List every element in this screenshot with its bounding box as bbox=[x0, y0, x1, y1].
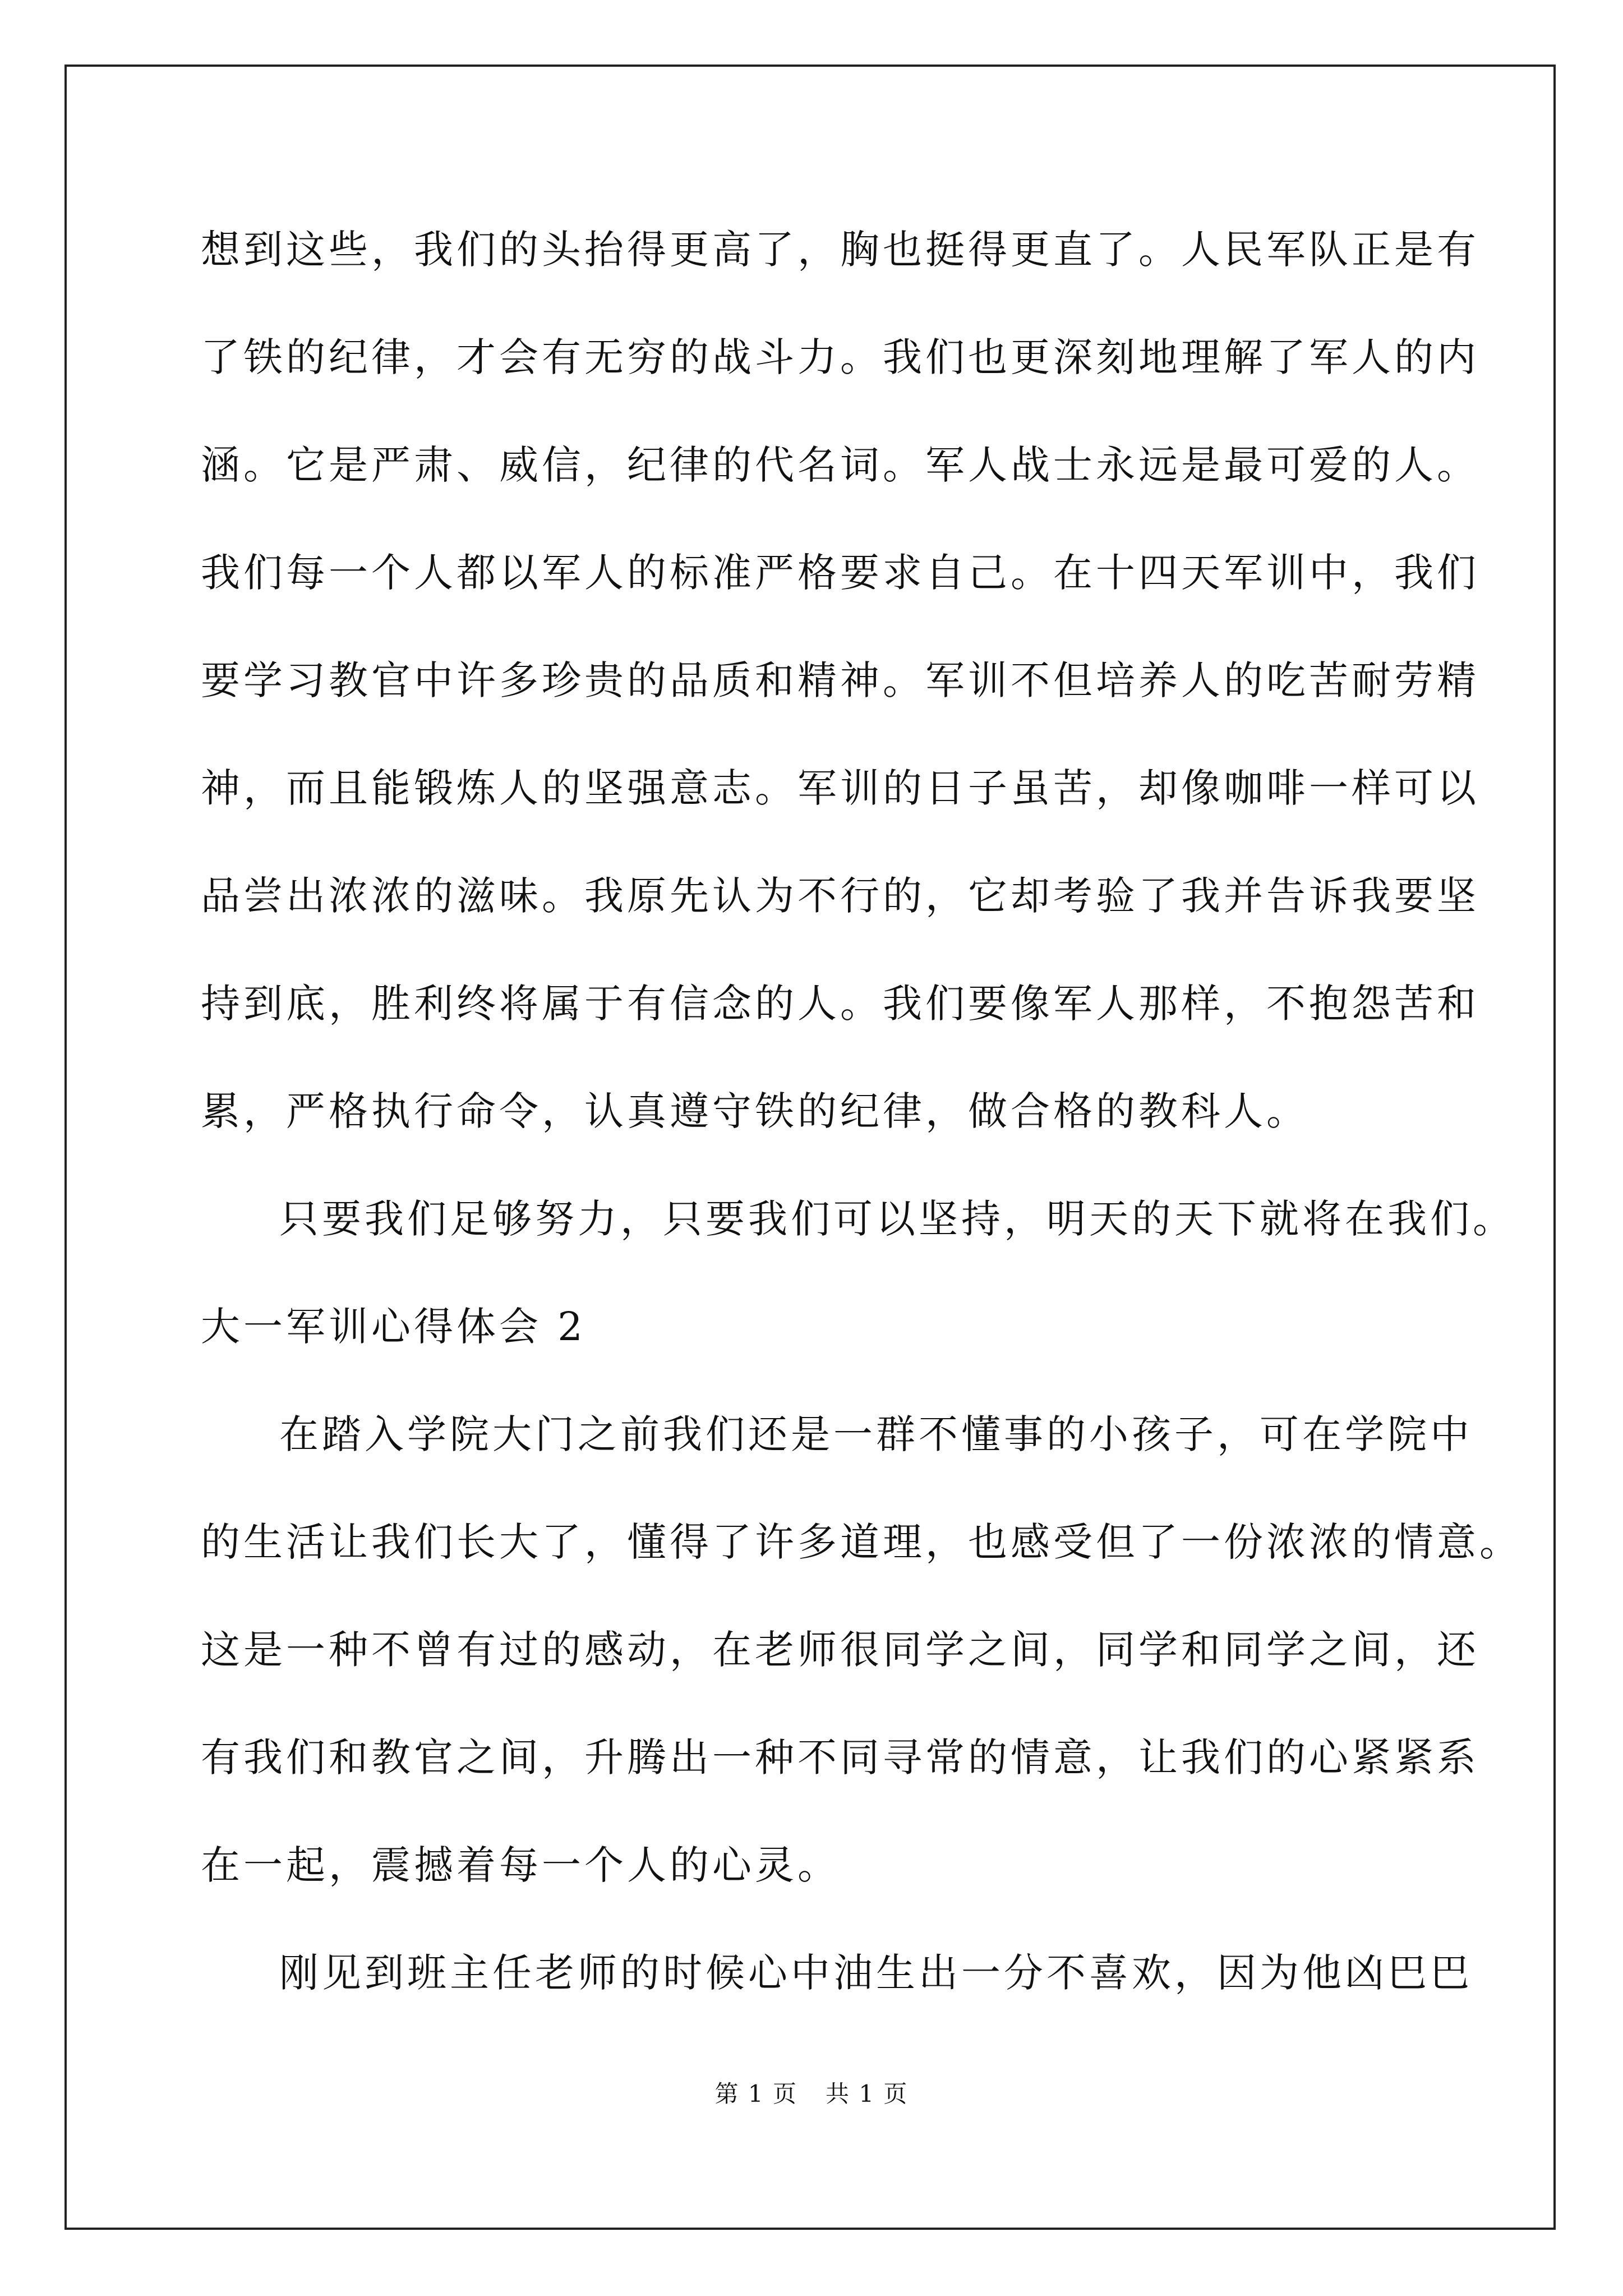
page-number-total: 共 1 页 bbox=[826, 2080, 909, 2108]
text-line: 要学习教官中许多珍贵的品质和精神。军训不但培养人的吃苦耐劳精 bbox=[201, 657, 1479, 703]
text-line: 想到这些，我们的头抬得更高了，胸也挺得更直了。人民军队正是有 bbox=[201, 227, 1479, 273]
section-heading: 大一军训心得体会 2 bbox=[201, 1304, 586, 1350]
paragraph-first-line: 在踏入学院大门之前我们还是一群不懂事的小孩子，可在学院中 bbox=[279, 1411, 1473, 1457]
text-line: 持到底，胜利终将属于有信念的人。我们要像军人那样，不抱怨苦和 bbox=[201, 981, 1479, 1027]
text-line: 有我们和教官之间，升腾出一种不同寻常的情意，让我们的心紧紧系 bbox=[201, 1734, 1479, 1780]
page-footer bbox=[0, 2076, 1623, 2109]
text-line: 涵。它是严肃、威信，纪律的代名词。军人战士永远是最可爱的人。 bbox=[201, 442, 1479, 488]
text-line: 的生活让我们长大了，懂得了许多道理，也感受但了一份浓浓的情意。 bbox=[201, 1519, 1522, 1565]
text-line: 在一起，震撼着每一个人的心灵。 bbox=[201, 1842, 840, 1888]
document-body bbox=[201, 216, 1522, 2047]
text-line: 累，严格执行命令，认真遵守铁的纪律，做合格的教科人。 bbox=[201, 1088, 1309, 1134]
text-line: 了铁的纪律，才会有无穷的战斗力。我们也更深刻地理解了军人的内 bbox=[201, 334, 1479, 380]
text-line: 我们每一个人都以军人的标准严格要求自己。在十四天军训中，我们 bbox=[201, 550, 1479, 596]
text-line: 品尝出浓浓的滋味。我原先认为不行的，它却考验了我并告诉我要坚 bbox=[201, 873, 1479, 919]
page-number-current: 第 1 页 bbox=[714, 2080, 797, 2108]
paragraph-first-line: 只要我们足够努力，只要我们可以坚持，明天的天下就将在我们。 bbox=[279, 1196, 1515, 1242]
paragraph-first-line: 刚见到班主任老师的时候心中油生出一分不喜欢，因为他凶巴巴 bbox=[279, 1950, 1473, 1996]
text-line: 这是一种不曾有过的感动，在老师很同学之间，同学和同学之间，还 bbox=[201, 1627, 1479, 1673]
text-line: 神，而且能锻炼人的坚强意志。军训的日子虽苦，却像咖啡一样可以 bbox=[201, 765, 1479, 811]
